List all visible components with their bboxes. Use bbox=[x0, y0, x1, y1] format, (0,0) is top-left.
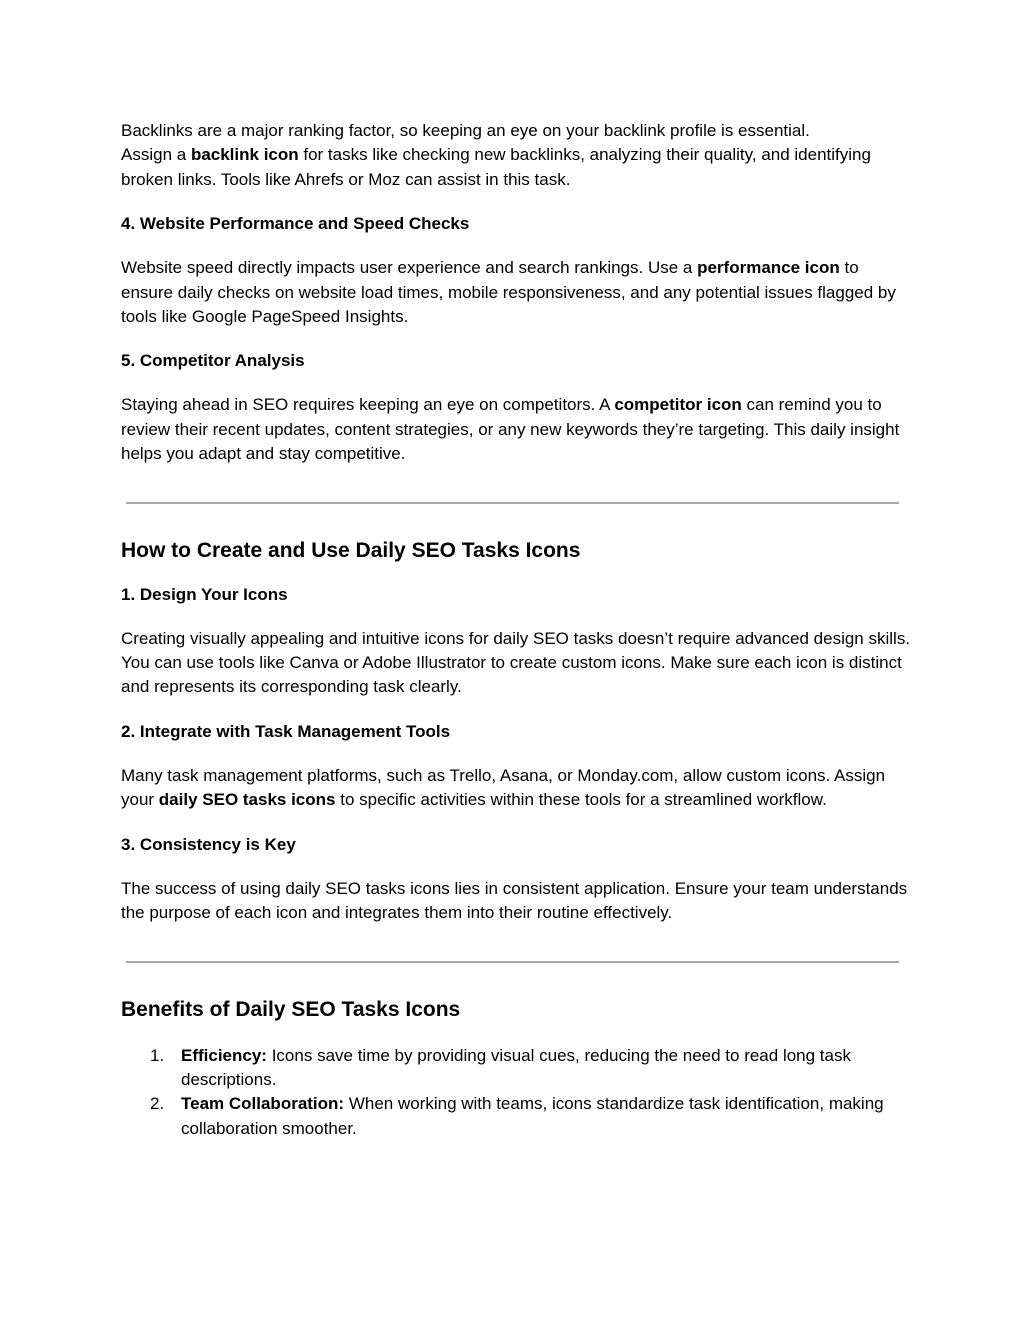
section4-heading: 4. Website Performance and Speed Checks bbox=[121, 214, 470, 234]
benefits-title: Benefits of Daily SEO Tasks Icons bbox=[121, 997, 461, 1021]
intro-text-1: Backlinks are a major ranking factor, so keeping an eye on your backlink profile is essential. bbox=[121, 121, 810, 140]
howto-s2-bold: daily SEO tasks icons bbox=[158, 790, 336, 810]
howto-s2-text-2: to specific activities within these tools for a streamlined workflow. bbox=[335, 790, 827, 810]
benefits-list bbox=[121, 1044, 911, 1142]
section5-bold: competitor icon bbox=[614, 395, 742, 415]
section5-text-2: can remind you to review their recent updates, content strategies, or any new keywords they’re targeting. This daily insight helps you adapt and stay competitive. bbox=[121, 395, 900, 464]
section4-text-2: to ensure daily checks on website load times, mobile responsiveness, and any potential issues flagged by tools like Google PageSpeed Insights. bbox=[121, 258, 896, 327]
intro-text-3: for tasks like checking new backlinks, analyzing their quality, and identifying broken links. Tools like Ahrefs or Moz can assist in this task. bbox=[121, 145, 871, 189]
howto-s3-paragraph: The success of using daily SEO tasks icons lies in consistent application. Ensure your team understands the purpose of each icon and integrates them into their routine effectively. bbox=[121, 878, 908, 923]
list-item-text: When working with teams, icons standardize task identification, making collaboration smoother. bbox=[181, 1094, 884, 1138]
intro-paragraph bbox=[121, 119, 911, 192]
howto-s2-text-1: Many task management platforms, such as Trello, Asana, or Monday.com, allow custom icons. Assign your bbox=[121, 765, 886, 810]
howto-s2-paragraph bbox=[121, 764, 911, 813]
section4-paragraph bbox=[121, 256, 911, 329]
list-item-bold: Efficiency: bbox=[181, 1045, 267, 1065]
intro-bold: backlink icon bbox=[190, 145, 299, 165]
list-number: 2. bbox=[150, 1094, 165, 1114]
section5-text-1: Staying ahead in SEO requires keeping an eye on competitors. A bbox=[121, 395, 615, 415]
howto-s1-paragraph: Creating visually appealing and intuitive icons for daily SEO tasks doesn’t require advanced design skills. You can use tools like Canva or Adobe Illustrator to create custom icons. Make sure each icon is distinct and represents its corresponding task clearly. bbox=[121, 628, 911, 697]
section5-paragraph bbox=[121, 393, 911, 466]
list-item bbox=[121, 1044, 911, 1093]
list-item bbox=[121, 1092, 911, 1141]
section4-bold: performance icon bbox=[697, 258, 840, 278]
document-content bbox=[121, 119, 911, 1141]
section4-text-1: Website speed directly impacts user experience and search rankings. Use a bbox=[121, 258, 698, 278]
howto-s1-heading: 1. Design Your Icons bbox=[121, 584, 288, 604]
howto-s2-heading: 2. Integrate with Task Management Tools bbox=[121, 721, 451, 741]
section5-heading: 5. Competitor Analysis bbox=[121, 351, 305, 371]
howto-s3-heading: 3. Consistency is Key bbox=[121, 834, 296, 854]
intro-text-2: Assign a bbox=[121, 145, 191, 165]
howto-title: How to Create and Use Daily SEO Tasks Icons bbox=[121, 538, 581, 562]
list-number: 1. bbox=[150, 1045, 165, 1065]
list-item-bold: Team Collaboration: bbox=[181, 1094, 345, 1114]
list-item-text: Icons save time by providing visual cues, reducing the need to read long task descriptions. bbox=[181, 1045, 851, 1089]
